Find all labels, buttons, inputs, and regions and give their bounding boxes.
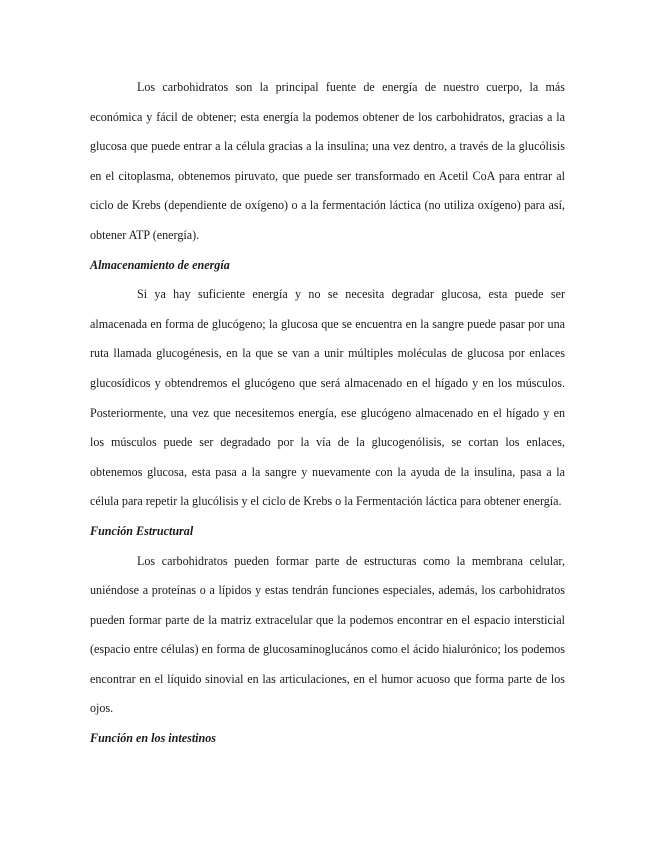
heading-intestinal-function: Función en los intestinos — [90, 731, 217, 746]
heading-energy-storage: Almacenamiento de energía — [90, 257, 230, 272]
paragraph-energy-source: Los carbohidratos son la principal fuente de energía de nuestro cuerpo, la más económica y fácil de obtener; esta energía la podemos obtener de los carbohidratos, gracias a la glucosa que puede entrar a la célula gracias a la insulina; una vez dentro, a través de la glucólisis en el citoplasma, obtenemos piruvato, que puede ser transformado en Acetil CoA para entrar al ciclo de Krebs (dependiente de oxígeno) o a la fermentación láctica (no utiliza oxígeno) para así, obtener ATP (energía). — [90, 80, 565, 242]
paragraph-structural-function: Los carbohidratos pueden formar parte de estructuras como la membrana celular, uniéndose a proteínas o a lípidos y estas tendrán funciones especiales, además, los carbohidratos pueden formar parte de la matriz extracelular que la podemos encontrar en el espacio intersticial (espacio entre células) en forma de glucosaminoglucános como el ácido hialurónico; los podemos encontrar en el líquido sinovial en las articulaciones, en el humor acuoso que forma parte de los ojos. — [90, 553, 565, 716]
paragraph-energy-storage: Si ya hay suficiente energía y no se necesita degradar glucosa, esta puede ser almacenada en forma de glucógeno; la glucosa que se encuentra en la sangre puede pasar por una ruta llamada glucogénesis, en la que se van a unir múltiples moléculas de glucosa por enlaces glucosídicos y obtendremos el glucógeno que será almacenado en el hígado y en los músculos. Posteriormente, una vez que necesitemos energía, ese glucógeno almacenado en el hígado y en los músculos puede ser degradado por la vía de la glucogenólisis, se cortan los enlaces, obtenemos glucosa, esta pasa a la sangre y nuevamente con la ayuda de la insulina, pasa a la célula para repetir la glucólisis y el ciclo de Krebs o la Fermentación láctica para obtener energía. — [90, 287, 565, 509]
heading-structural-function: Función Estructural — [90, 523, 194, 538]
document-body — [90, 73, 565, 754]
